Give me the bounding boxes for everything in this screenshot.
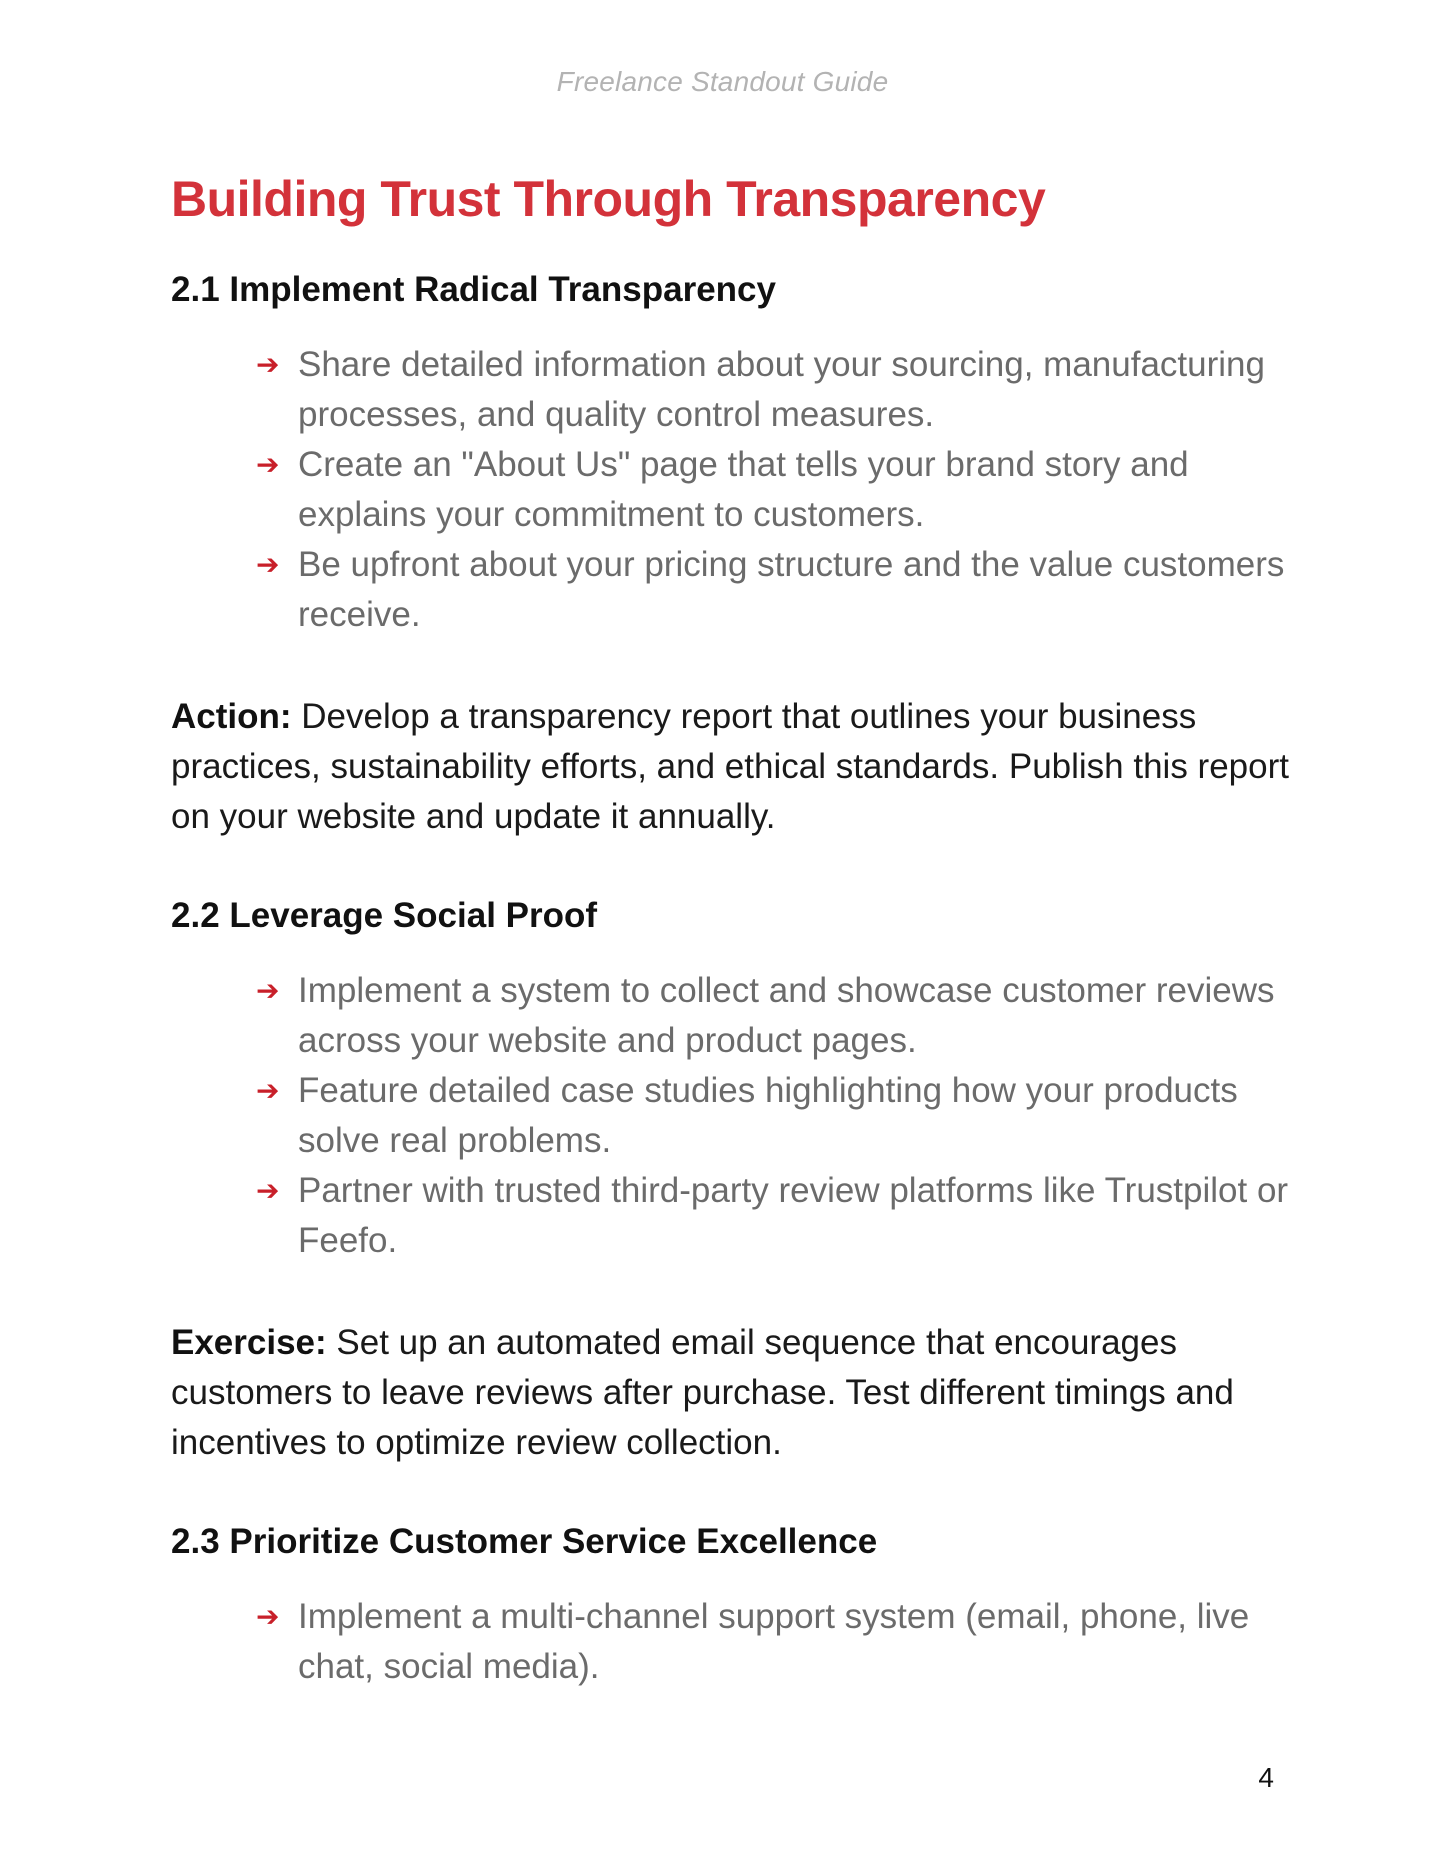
arrow-right-icon: ➔ <box>256 1175 280 1206</box>
arrow-right-icon: ➔ <box>256 549 280 580</box>
exercise-label: Exercise: <box>171 1323 327 1362</box>
list-item <box>256 1592 1301 1692</box>
arrow-right-icon: ➔ <box>256 1601 280 1632</box>
section-heading-2-3: 2.3 Prioritize Customer Service Excellence <box>171 1522 878 1561</box>
bullet-text: Create an "About Us" page that tells your brand story and explains your commitment to customers. <box>298 445 1189 534</box>
section-heading-2-2: 2.2 Leverage Social Proof <box>171 896 598 935</box>
action-text: Develop a transparency report that outlines your business practices, sustainability efforts, and ethical standards. Publish this report on your website and update it annually. <box>171 697 1289 836</box>
bullet-text: Partner with trusted third-party review platforms like Trustpilot or Feefo. <box>298 1171 1289 1260</box>
arrow-right-icon: ➔ <box>256 975 280 1006</box>
exercise-text: Set up an automated email sequence that encourages customers to leave reviews after purchase. Test different timings and incentives to optimize review collection. <box>171 1323 1234 1462</box>
bullet-text: Share detailed information about your sourcing, manufacturing processes, and quality control measures. <box>298 345 1265 434</box>
list-item <box>256 340 1301 440</box>
arrow-right-icon: ➔ <box>256 349 280 380</box>
bullet-list-2-2 <box>171 966 1301 1266</box>
action-label: Action: <box>171 697 292 736</box>
arrow-right-icon: ➔ <box>256 449 280 480</box>
page-content <box>171 168 1301 1744</box>
bullet-text: Implement a multi-channel support system (email, phone, live chat, social media). <box>298 1597 1250 1686</box>
list-item <box>256 540 1301 640</box>
section-heading-2-1: 2.1 Implement Radical Transparency <box>171 270 776 309</box>
list-item <box>256 440 1301 540</box>
list-item <box>256 966 1301 1066</box>
arrow-right-icon: ➔ <box>256 1075 280 1106</box>
running-header: Freelance Standout Guide <box>556 66 889 97</box>
bullet-list-2-3 <box>171 1592 1301 1692</box>
list-item <box>256 1166 1301 1266</box>
list-item <box>256 1066 1301 1166</box>
page-number: 4 <box>1258 1762 1274 1793</box>
bullet-text: Feature detailed case studies highlighting how your products solve real problems. <box>298 1071 1238 1160</box>
bullet-text: Be upfront about your pricing structure and the value customers receive. <box>298 545 1285 634</box>
bullet-text: Implement a system to collect and showcase customer reviews across your website and product pages. <box>298 971 1275 1060</box>
exercise-paragraph <box>171 1318 1301 1468</box>
bullet-list-2-1 <box>171 340 1301 640</box>
page-title: Building Trust Through Transparency <box>171 171 1046 227</box>
action-paragraph <box>171 692 1301 842</box>
